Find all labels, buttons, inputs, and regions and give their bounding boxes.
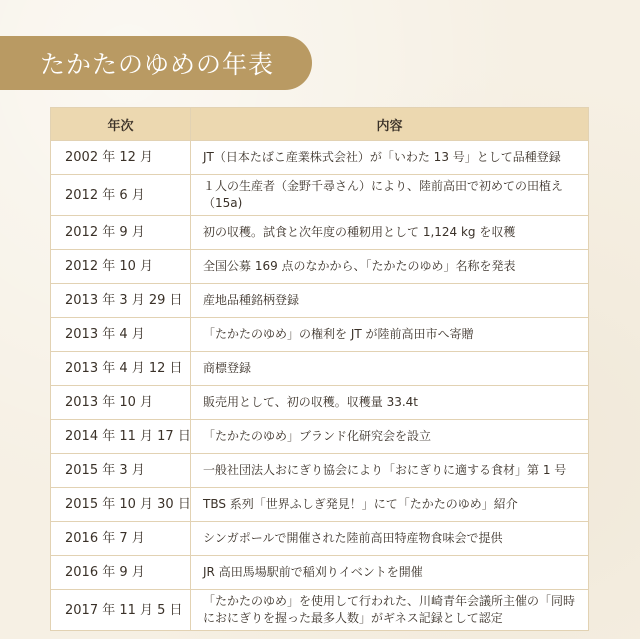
row-content: JT（日本たばこ産業株式会社）が「いわた 13 号」として品種登録: [191, 141, 589, 175]
row-content: シンガポールで開催された陸前高田特産物食味会で提供: [191, 522, 589, 556]
row-year: 2013 年 4 月 12 日: [51, 352, 191, 386]
table-row: [51, 454, 589, 488]
row-year: 2013 年 3 月 29 日: [51, 284, 191, 318]
table-header-row: [51, 108, 589, 141]
row-year: 2015 年 10 月 30 日: [51, 488, 191, 522]
header-year: 年次: [51, 108, 191, 141]
row-content: JR 高田馬場駅前で稲刈りイベントを開催: [191, 556, 589, 590]
row-content: 初の収穫。試食と次年度の種籾用として 1,124 kg を収穫: [191, 216, 589, 250]
row-content: 全国公募 169 点のなかから、「たかたのゆめ」名称を発表: [191, 250, 589, 284]
row-year: 2017 年 11 月 5 日: [51, 590, 191, 631]
table-row: [51, 284, 589, 318]
row-content: １人の生産者（金野千尋さん）により、陸前高田で初めての田植え（15a): [191, 175, 589, 216]
title-banner: [0, 36, 312, 90]
row-content: 販売用として、初の収穫。収穫量 33.4t: [191, 386, 589, 420]
table-row: [51, 556, 589, 590]
timeline-table: [50, 107, 589, 631]
row-year: 2014 年 11 月 17 日: [51, 420, 191, 454]
table-row: [51, 522, 589, 556]
table-row: [51, 175, 589, 216]
row-content: 産地品種銘柄登録: [191, 284, 589, 318]
row-content: TBS 系列「世界ふしぎ発見！」にて「たかたのゆめ」紹介: [191, 488, 589, 522]
table-row: [51, 352, 589, 386]
row-content: 一般社団法人おにぎり協会により「おにぎりに適する食材」第 1 号: [191, 454, 589, 488]
row-year: 2012 年 6 月: [51, 175, 191, 216]
row-year: 2015 年 3 月: [51, 454, 191, 488]
table-row: [51, 420, 589, 454]
table-row: [51, 386, 589, 420]
table-row: [51, 216, 589, 250]
table-row: [51, 318, 589, 352]
row-year: 2002 年 12 月: [51, 141, 191, 175]
row-content: 「たかたのゆめ」の権利を JT が陸前高田市へ寄贈: [191, 318, 589, 352]
page-title: たかたのゆめの年表: [40, 50, 275, 79]
row-year: 2013 年 4 月: [51, 318, 191, 352]
row-content: 商標登録: [191, 352, 589, 386]
table-row: [51, 590, 589, 631]
header-content: 内容: [191, 108, 589, 141]
row-year: 2016 年 7 月: [51, 522, 191, 556]
row-content: 「たかたのゆめ」ブランド化研究会を設立: [191, 420, 589, 454]
row-year: 2016 年 9 月: [51, 556, 191, 590]
table-row: [51, 250, 589, 284]
table-row: [51, 488, 589, 522]
row-content: 「たかたのゆめ」を使用して行われた、川崎青年会議所主催の「同時におにぎりを握った最多人数」がギネス記録として認定: [191, 590, 589, 631]
table-row: [51, 141, 589, 175]
row-year: 2012 年 9 月: [51, 216, 191, 250]
row-year: 2013 年 10 月: [51, 386, 191, 420]
row-year: 2012 年 10 月: [51, 250, 191, 284]
